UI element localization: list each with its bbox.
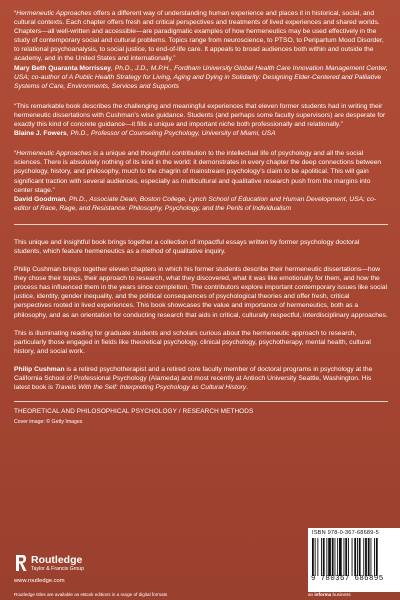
barcode-bar	[371, 538, 372, 576]
barcode-bar	[359, 538, 361, 576]
informa-business-tag: an informa business	[308, 592, 351, 597]
barcode-bar	[352, 538, 353, 576]
barcode-bar	[315, 538, 316, 576]
publisher-url[interactable]: www.routledge.com	[14, 578, 65, 584]
barcode-bar	[328, 538, 331, 576]
barcode-digits: 9 780367 686895	[311, 575, 384, 583]
author-bio: Philip Cushman is a retired psychotherapist and a retired core faculty member of doctoral programs in psychology at the California School of Professional Psychology (Alameda) and most recently at Antioch University Seattle, Washington. His latest book is Travels With the Self: Interpreting Psychology as Cultural History.	[14, 365, 373, 392]
publisher-group: Taylor & Francis Group	[31, 566, 85, 572]
ebook-note: Routledge titles are available as eBook editions in a range of digital formats	[14, 592, 168, 597]
barcode-bar	[363, 538, 364, 576]
endorser-name: Mary Beth Quaranta Morrissey	[14, 64, 112, 72]
endorsement-text: is a unique and thoughtful contribution to the intellectual life of psychology and all the social sciences. There is absolutely nothing of its kind in the world: it demonstrates in every chapter the deep connections between psychology, history, and philosophy, much to the chagrin of mainstream psychology’s claim to be apolitical. This will gain significant traction with several audiences, especially as multicultural and qualitative research push from the margins into center stage.”	[14, 150, 382, 194]
endorsement-2	[14, 102, 388, 138]
endorser-3	[14, 195, 388, 213]
barcode-bar	[323, 538, 325, 576]
isbn-barcode	[308, 528, 400, 592]
author-bio-text: is a retired psychotherapist and a retired core faculty member of doctoral programs in psychology at the California School of Professional Psychology (Alameda) and most recently at Antioch University Seattle, Washington. His latest book is	[14, 365, 373, 392]
endorsement-text: “This remarkable book describes the challenging and meaningful experiences that eleven former students had in writing their hermeneutic dissertations with Cushman’s wise guidance. Students (and perhaps some faculty supervisors) are desperate for exactly this kind of concrete guidance—it fills a unique and important niche both professionally and relationally.”	[14, 102, 386, 129]
endorser-name: David Goodman	[14, 195, 66, 203]
endorsement-1: “Hermeneutic Approaches offers a different way of understanding human experience and places it in historical, social, and cultural contexts. Each chapter offers fresh and critical perspectives and treatments of lived experiences and shared worlds. Chapters—all well-written and accessible—are paradigmatic examples of how hermeneutics may be used effectively in the study of contemporary social and cultural problems. Topics range from neuroscience, to PTSO, to Peripartum Mood Disorder, to relational psychoanalysis, to social justice, to end-of-life care. It appeals to broad audiences both within and outside the academy, and in the United States and internationally.” Mary Beth Quaranta Morrissey, Ph.D., J.D., M.P.H., Fordham University Global Health Care Innovation Management Center, USA; co-author of A Public Health Strategy for Living, Aging and Dying in Solidarity: Designing Elder-Centered and Palliative Systems of Care, Environments, Services and Supports	[14, 10, 388, 90]
barcode-bar	[339, 538, 342, 576]
back-cover-footer	[14, 530, 388, 597]
barcode-bar	[365, 538, 367, 576]
divider	[14, 224, 388, 225]
subject-categories: THEORETICAL AND PHILOSOPHICAL PSYCHOLOGY / RESEARCH METHODS	[14, 408, 254, 416]
book-title-italic: Hermeneutic Approaches	[16, 150, 92, 158]
endorser-name: Blaine J. Fowers	[14, 130, 67, 138]
author-latest-book: Travels With the Self: Interpreting Psychology as Cultural History	[54, 384, 247, 392]
barcode-bar	[326, 538, 327, 576]
barcode-bar	[312, 538, 314, 576]
barcode-bar	[376, 538, 378, 576]
barcode-bar	[357, 538, 358, 576]
barcode-bar	[354, 538, 356, 576]
isbn-number: ISBN 978-0-367-68689-5	[312, 530, 379, 536]
endorser-role: , Ph.D., J.D., M.P.H., Fordham University Global Health Care Innovation Management Center, USA; co-author of A Public Health Strategy for Living, Aging and Dying in Solidarity: Designing Elder-Centered and Palliative Systems of Care, Environments, Services and Supports	[14, 64, 388, 90]
barcode-bar	[317, 538, 318, 576]
endorser-2	[14, 129, 388, 138]
barcode-bar	[344, 538, 345, 576]
endorser-role: , Ph.D., Professor of Counseling Psychology, University of Miami, USA	[66, 130, 276, 138]
description-paragraph-1: This unique and insightful book brings together a collection of impactful essays written by former psychology doctoral students, which feature hermeneutics as a method of qualitative inquiry.	[14, 238, 360, 255]
barcode-bar	[321, 538, 322, 576]
description-paragraph-3: This is illuminating reading for graduate students and scholars curious about the hermeneutic approach to research, particularly those engaged in fields like theoretical psychology, clinical psychology, psychotherapy, mental health, cultural history, and social work.	[14, 329, 371, 355]
barcode-bar	[374, 538, 375, 576]
barcode-bar	[345, 538, 347, 576]
barcode-bar	[335, 538, 336, 576]
description-paragraph-2: Philip Cushman brings together eleven chapters in which his former students describe their hermeneutic dissertations—how they chose their topics, their approach to research, what they discovered, what it was like emotionally for them, and how the process has influenced them in the years since completion. The contributors explore important contemporary issues like social justice, identity, gender inequality, and the political consequences of psychological theories and offer fresh, critical perspectives rooted in lived experiences. This book showcases the value and importance of hermeneutics, both as a philosophy, and as an orientation for conducting research that aids in critical, culturally respectful, interdisciplinary approaches.	[14, 266, 388, 319]
back-cover-text	[14, 9, 388, 433]
barcode-bar	[348, 538, 349, 576]
publisher-logo	[14, 552, 106, 580]
endorsement-3: “Hermeneutic Approaches is a unique and thoughtful contribution to the intellectual life of psychology and all the social sciences. There is absolutely nothing of its kind in the world: it demonstrates in every chapter the deep connections between psychology, history, and philosophy, much to the chagrin of mainstream psychology’s claim to be apolitical. This will gain significant traction with several audiences, especially as multicultural and qualitative research push from the margins into center stage.” David Goodman, Ph.D., Associate Dean, Boston College, Lynch School of Education and Human Development, USA; co-editor of Race, Rage, and Resistance: Philosophy, Psychology, and the Perils of Individualism	[14, 149, 388, 213]
routledge-logo-icon	[14, 554, 28, 572]
barcode-bar	[337, 538, 338, 576]
cover-image-credit: Cover image: © Getty Images	[14, 419, 83, 426]
barcode-bars	[312, 538, 396, 576]
barcode-bar	[368, 538, 370, 576]
publisher-name: Routledge	[31, 554, 83, 566]
author-name: Philip Cushman	[14, 365, 65, 373]
barcode-bar	[332, 538, 334, 576]
endorser-role: , Ph.D., Associate Dean, Boston College, Lynch School of Education and Human Development, USA; co-editor of Race, Rage, and Resistance: Philosophy, Psychology, and the Perils of Individualism	[14, 195, 377, 212]
book-title-italic: Hermeneutic Approaches	[16, 10, 92, 17]
endorsement-text: offers a different way of understanding human experience and places it in historical, social, and cultural contexts. Each chapter offers fresh and critical perspectives and treatments of lived experiences and shared worlds. Chapters—all well-written and accessible—are paradigmatic examples of how hermeneutics may be used effectively in the study of contemporary social and cultural problems. Topics range from neuroscience, to PTSO, to Peripartum Mood Disorder, to relational psychoanalysis, to social justice, to end-of-life care. It appeals to broad audiences both within and outside the academy, and in the United States and internationally.”	[14, 10, 384, 63]
divider	[14, 401, 388, 402]
endorser-1	[14, 64, 388, 91]
